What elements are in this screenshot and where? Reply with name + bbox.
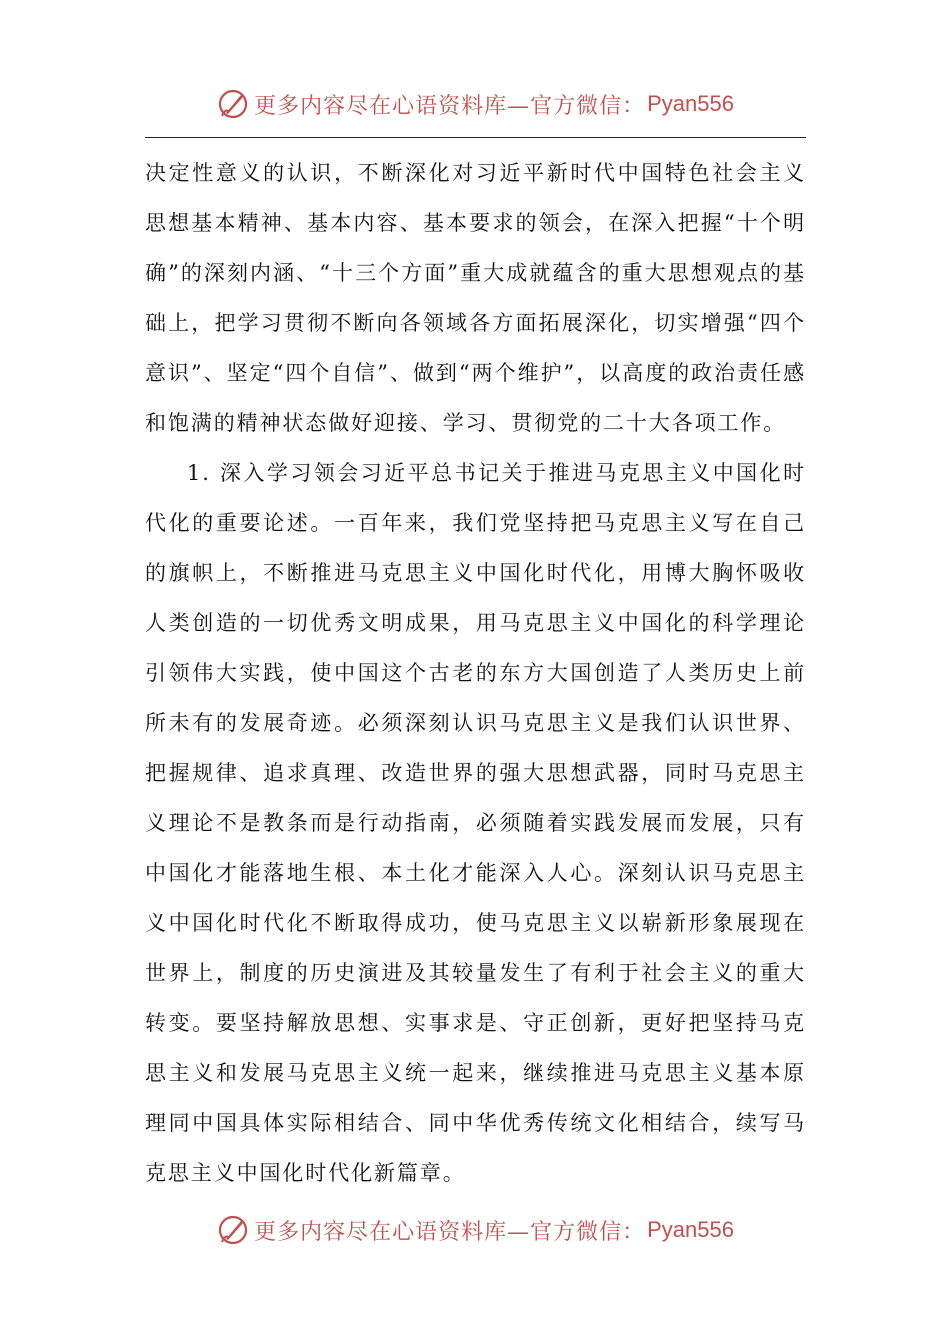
footer-banner-text: 更多内容尽在心语资料库—官方微信： bbox=[254, 1219, 646, 1245]
paragraph-continuation: 决定性意义的认识，不断深化对习近平新时代中国特色社会主义思想基本精神、基本内容、基本要求的领会，在深入把握“十个明确”的深刻内涵、“十三个方面”重大成就蕴含的重大思想观点的基础上，把学习贯彻不断向各领域各方面拓展深化，切实增强“四个意识”、坚定“四个自信”、做到“两个维护”，以高度的政治责任感和饱满的精神状态做好迎接、学习、贯彻党的二十大各项工作。 bbox=[145, 161, 806, 435]
footer-banner bbox=[0, 1210, 950, 1250]
document-body bbox=[145, 148, 806, 1198]
header-banner-text: 更多内容尽在心语资料库—官方微信： bbox=[254, 93, 646, 119]
header-banner-id: Pyan556 bbox=[647, 91, 734, 116]
header-banner bbox=[0, 84, 950, 124]
footer-banner-id: Pyan556 bbox=[647, 1217, 734, 1242]
quill-logo-icon bbox=[216, 1213, 250, 1247]
paragraph-section-1: 1. 深入学习领会习近平总书记关于推进马克思主义中国化时代化的重要论述。一百年来，我们党坚持把马克思主义写在自己的旗帜上，不断推进马克思主义中国化时代化，用博大胸怀吸收人类创造的一切优秀文明成果，用马克思主义中国化的科学理论引领伟大实践，使中国这个古老的东方大国创造了人类历史上前所未有的发展奇迹。必须深刻认识马克思主义是我们认识世界、把握规律、追求真理、改造世界的强大思想武器，同时马克思主义理论不是教条而是行动指南，必须随着实践发展而发展，只有中国化才能落地生根、本土化才能深入人心。深刻认识马克思主义中国化时代化不断取得成功，使马克思主义以崭新形象展现在世界上，制度的历史演进及其较量发生了有利于社会主义的重大转变。要坚持解放思想、实事求是、守正创新，更好把坚持马克思主义和发展马克思主义统一起来，继续推进马克思主义基本原理同中国具体实际相结合、同中华优秀传统文化相结合，续写马克思主义中国化时代化新篇章。 bbox=[145, 461, 806, 1185]
header-divider bbox=[145, 137, 806, 138]
quill-logo-icon bbox=[216, 87, 250, 121]
